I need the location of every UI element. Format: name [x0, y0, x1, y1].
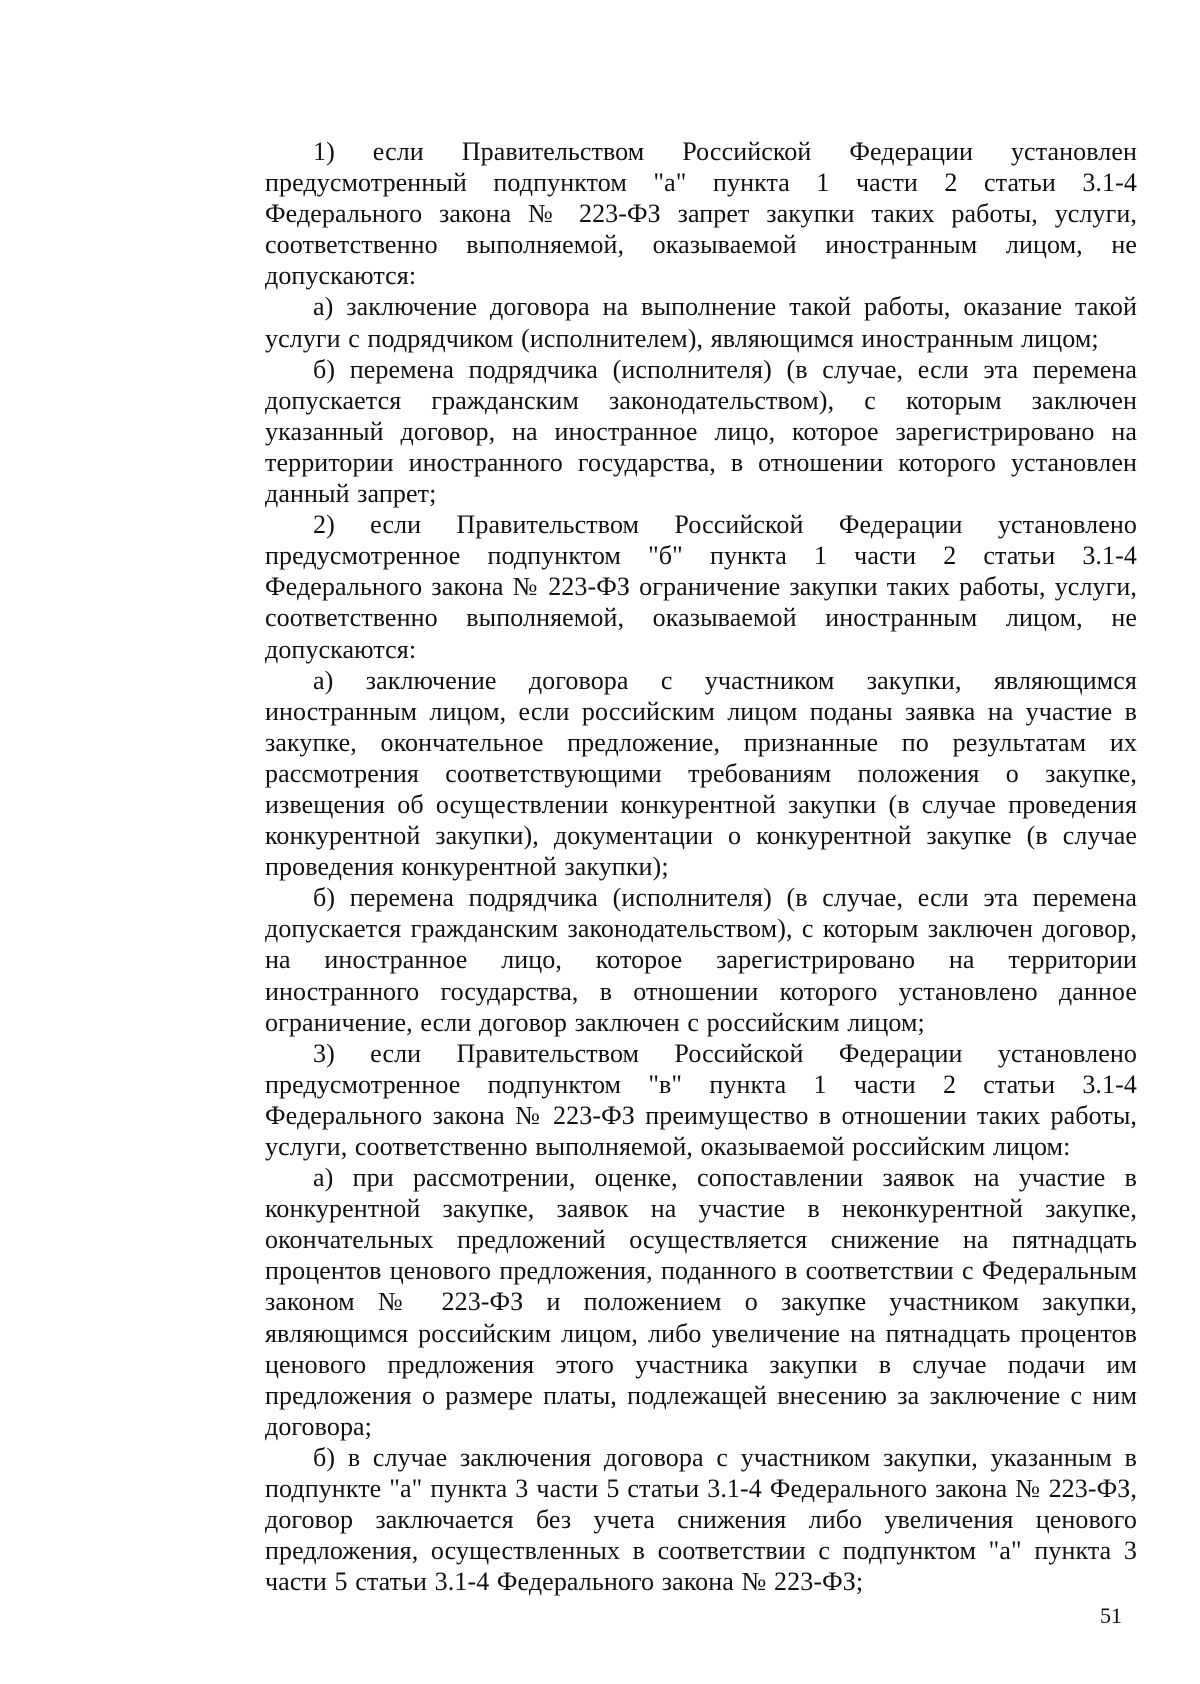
paragraph-2a: а) заключение договора с участником закупки, являющимся иностранным лицом, если российским лицом поданы заявка на участие в закупке, окончательное предложение, признанные по результатам их рассмотрения соответствующими требованиям положения о закупке, извещения об осуществлении конкурентной закупки (в случае проведения конкурентной закупки), документации о конкурентной закупке (в случае проведения конкурентной закупки);: [265, 665, 1137, 882]
paragraph-2b: б) перемена подрядчика (исполнителя) (в случае, если эта перемена допускается гражданским законодательством), с которым заключен договор, на иностранное лицо, которое зарегистрировано на территории иностранного государства, в отношении которого установлено данное ограничение, если договор заключен с российским лицом;: [265, 883, 1137, 1037]
paragraph-3b: б) в случае заключения договора с участником закупки, указанным в подпункте "а" пункта 3 части 5 статьи 3.1-4 Федерального закона № 223-ФЗ, договор заключается без учета снижения либо увеличения ценового предложения, осуществленных в соответствии с подпунктом "а" пункта 3 части 5 статьи 3.1-4 Федерального закона № 223-ФЗ;: [265, 1442, 1137, 1597]
page-number: 51: [1100, 1603, 1122, 1628]
paragraph-1a: а) заключение договора на выполнение такой работы, оказание такой услуги с подрядчиком (исполнителем), являющимся иностранным лицом;: [265, 292, 1137, 353]
paragraph-3a: а) при рассмотрении, оценке, сопоставлении заявок на участие в конкурентной закупке, заявок на участие в неконкурентной закупке, окончательных предложений осуществляется снижение на пятнадцать процентов ценового предложения, поданного в соответствии с Федеральным законом № 223-ФЗ и положением о закупке участником закупки, являющимся российским лицом, либо увеличение на пятнадцать процентов ценового предложения этого участника закупки в случае подачи им предложения о размере платы, подлежащей внесению за заключение с ним договора;: [265, 1163, 1137, 1441]
paragraph-2: 2) если Правительством Российской Федерации установлено предусмотренное подпунктом "б" пункта 1 части 2 статьи 3.1-4 Федерального закона № 223-ФЗ ограничение закупки таких работы, услуги, соответственно выполняемой, оказываемой иностранным лицом, не допускаются:: [265, 510, 1137, 664]
paragraph-3: 3) если Правительством Российской Федерации установлено предусмотренное подпунктом "в" пункта 1 части 2 статьи 3.1-4 Федерального закона № 223-ФЗ преимущество в отношении таких работы, услуги, соответственно выполняемой, оказываемой российским лицом:: [265, 1038, 1137, 1161]
paragraph-1b: б) перемена подрядчика (исполнителя) (в случае, если эта перемена допускается гражданским законодательством), с которым заключен указанный договор, на иностранное лицо, которое зарегистрировано на территории иностранного государства, в отношении которого установлен данный запрет;: [265, 354, 1137, 509]
document-body: [265, 136, 1137, 1597]
paragraph-1: 1) если Правительством Российской Федерации установлен предусмотренный подпунктом "а" пункта 1 части 2 статьи 3.1-4 Федерального закона № 223-ФЗ запрет закупки таких работы, услуги, соответственно выполняемой, оказываемой иностранным лицом, не допускаются:: [265, 137, 1137, 291]
